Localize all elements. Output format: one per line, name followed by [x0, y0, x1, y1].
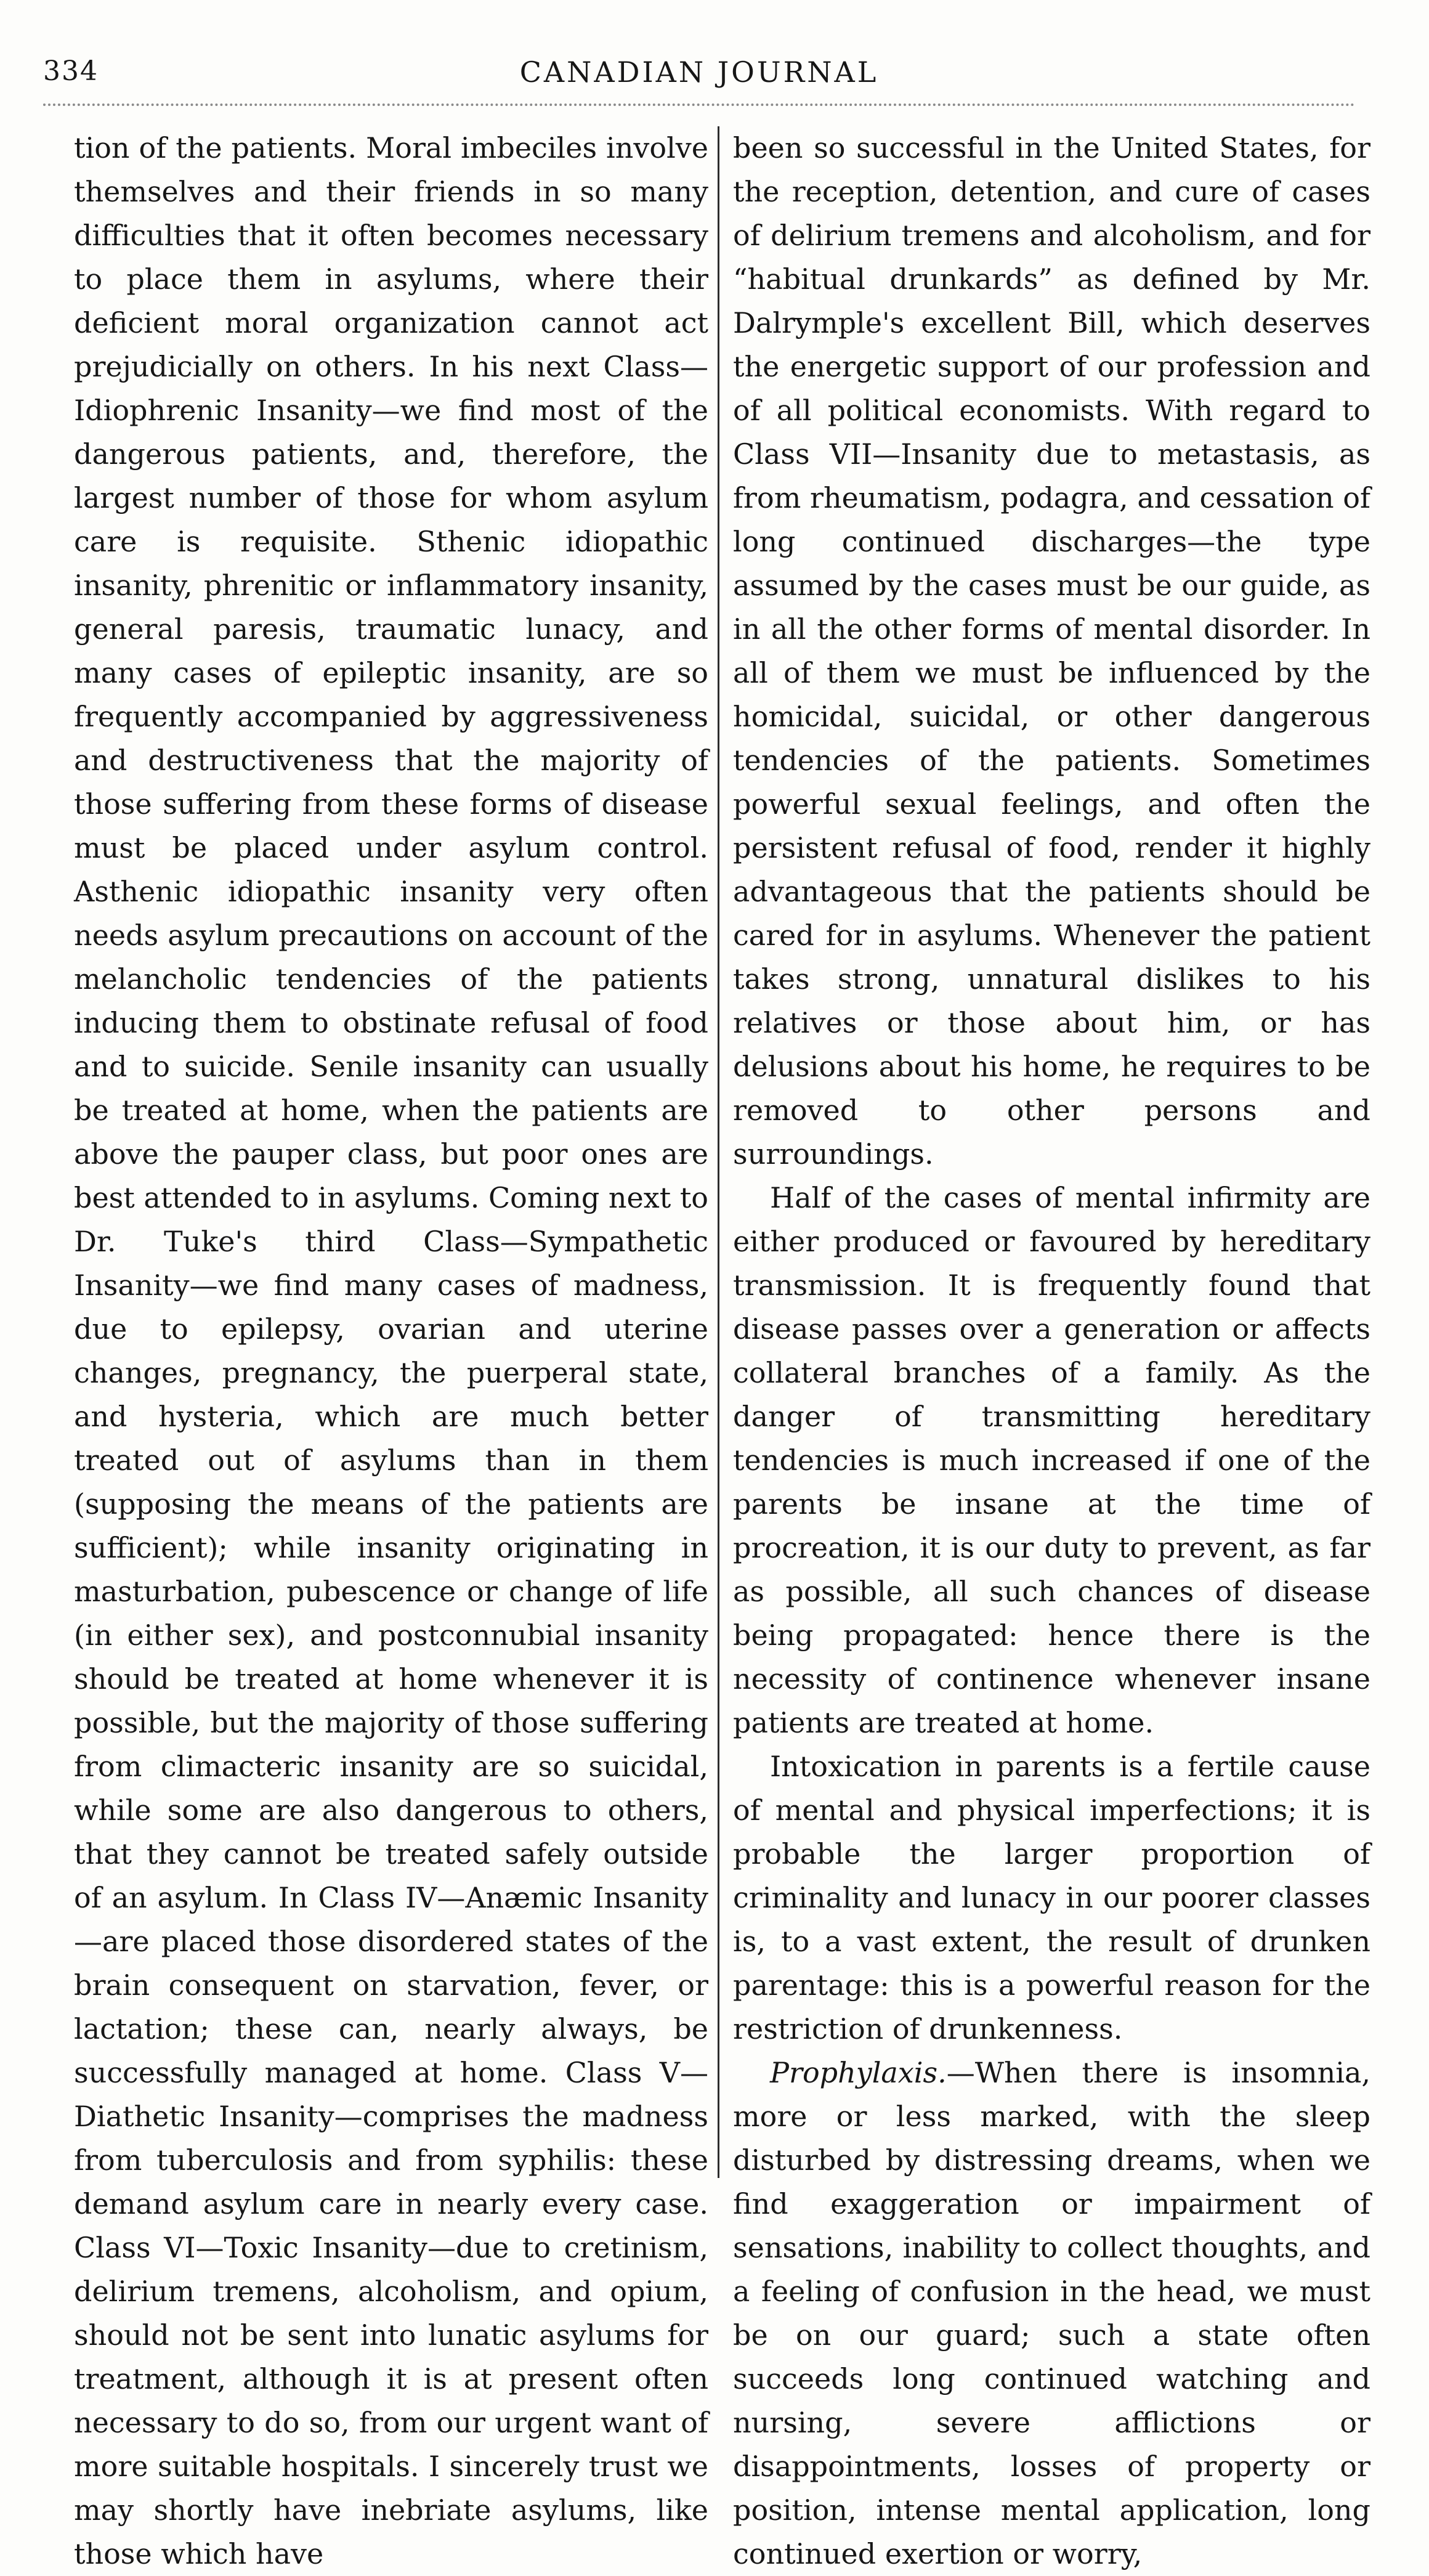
- prophylaxis-heading: Prophylaxis.: [770, 2056, 947, 2089]
- right-column-paragraph-1: been so successful in the United States, for the reception, detention, and cure of cases of delirium tremens and alcoholism, and for “habitual drunkards” as defined by Mr. Dalrymple's excellent Bill, which deserves the energetic support of our profession and of all political economists. With regard to Class VII—Insanity due to metastasis, as from rheumatism, podagra, and cessation of long continued discharges—the type assumed by the cases must be our guide, as in all the other forms of mental disorder. In all of them we must be influenced by the homicidal, suicidal, or other dangerous tendencies of the patients. Sometimes powerful sexual feelings, and often the persistent refusal of food, render it highly advantageous that the patients should be cared for in asylums. Whenever the patient takes strong, unnatural dislikes to his relatives or those about him, or has delusions about his home, he requires to be removed to other persons and surroundings.: [733, 131, 1370, 1171]
- column-divider: [718, 126, 719, 2178]
- right-column: [733, 126, 1370, 2570]
- header-rule: [43, 104, 1355, 106]
- left-column: [74, 126, 708, 2570]
- page-number: 334: [43, 55, 99, 87]
- page-header: [43, 55, 1355, 99]
- right-column-paragraph-4: [733, 2051, 1370, 2576]
- right-column-paragraph-3: Intoxication in parents is a fertile cause of mental and physical imperfections; it is probable the larger proportion of criminality and lunacy in our poorer classes is, to a vast extent, the result of drunken parentage: this is a powerful reason for the restriction of drunkenness.: [733, 1750, 1370, 2046]
- running-title: CANADIAN JOURNAL: [519, 55, 879, 89]
- left-column-paragraph: tion of the patients. Moral imbeciles involve themselves and their friends in so many difficulties that it often becomes necessary to place them in asylums, where their deficient moral organization cannot act prejudicially on others. In his next Class—Idiophrenic Insanity—we find most of the dangerous patients, and, therefore, the largest number of those for whom asylum care is requisite. Sthenic idiopathic insanity, phrenitic or inflammatory insanity, general paresis, traumatic lunacy, and many cases of epileptic insanity, are so frequently accompanied by aggressiveness and destructiveness that the majority of those suffering from these forms of disease must be placed under asylum control. Asthenic idiopathic insanity very often needs asylum precautions on account of the melancholic tendencies of the patients inducing them to obstinate refusal of food and to suicide. Senile insanity can usually be treated at home, when the patients are above the pauper class, but poor ones are best attended to in asylums. Coming next to Dr. Tuke's third Class—Sympathetic Insanity—we find many cases of madness, due to epilepsy, ovarian and uterine changes, pregnancy, the puerperal state, and hysteria, which are much better treated out of asylums than in them (supposing the means of the patients are sufficient); while insanity originating in masturbation, pubescence or change of life (in either sex), and postconnubial insanity should be treated at home whenever it is possible, but the majority of those suffering from climacteric insanity are so suicidal, while some are also dangerous to others, that they cannot be treated safely outside of an asylum. In Class IV—Anæmic Insanity—are placed those disordered states of the brain consequent on starvation, fever, or lactation; these can, nearly always, be successfully managed at home. Class V—Diathetic Insanity—comprises the madness from tuberculosis and from syphilis: these demand asylum care in nearly every case. Class VI—Toxic Insanity—due to cretinism, delirium tremens, alcoholism, and opium, should not be sent into lunatic asylums for treatment, although it is at present often necessary to do so, from our urgent want of more suitable hospitals. I sincerely trust we may shortly have inebriate asylums, like those which have: [74, 131, 708, 2570]
- prophylaxis-text: —When there is insomnia, more or less marked, with the sleep disturbed by distressing dreams, when we find exaggeration or impairment of sensations, inability to collect thoughts, and a feeling of confusion in the head, we must be on our guard; such a state often succeeds long continued watching and nursing, severe afflictions or disappointments, losses of property or position, intense mental application, long continued exertion or worry,: [733, 2056, 1370, 2570]
- right-column-paragraph-2: Half of the cases of mental infirmity are either produced or favoured by hereditary transmission. It is frequently found that disease passes over a generation or affects collateral branches of a family. As the danger of transmitting hereditary tendencies is much increased if one of the parents be insane at the time of procreation, it is our duty to prevent, as far as possible, all such chances of disease being propagated: hence there is the necessity of continence whenever insane patients are treated at home.: [733, 1181, 1370, 1739]
